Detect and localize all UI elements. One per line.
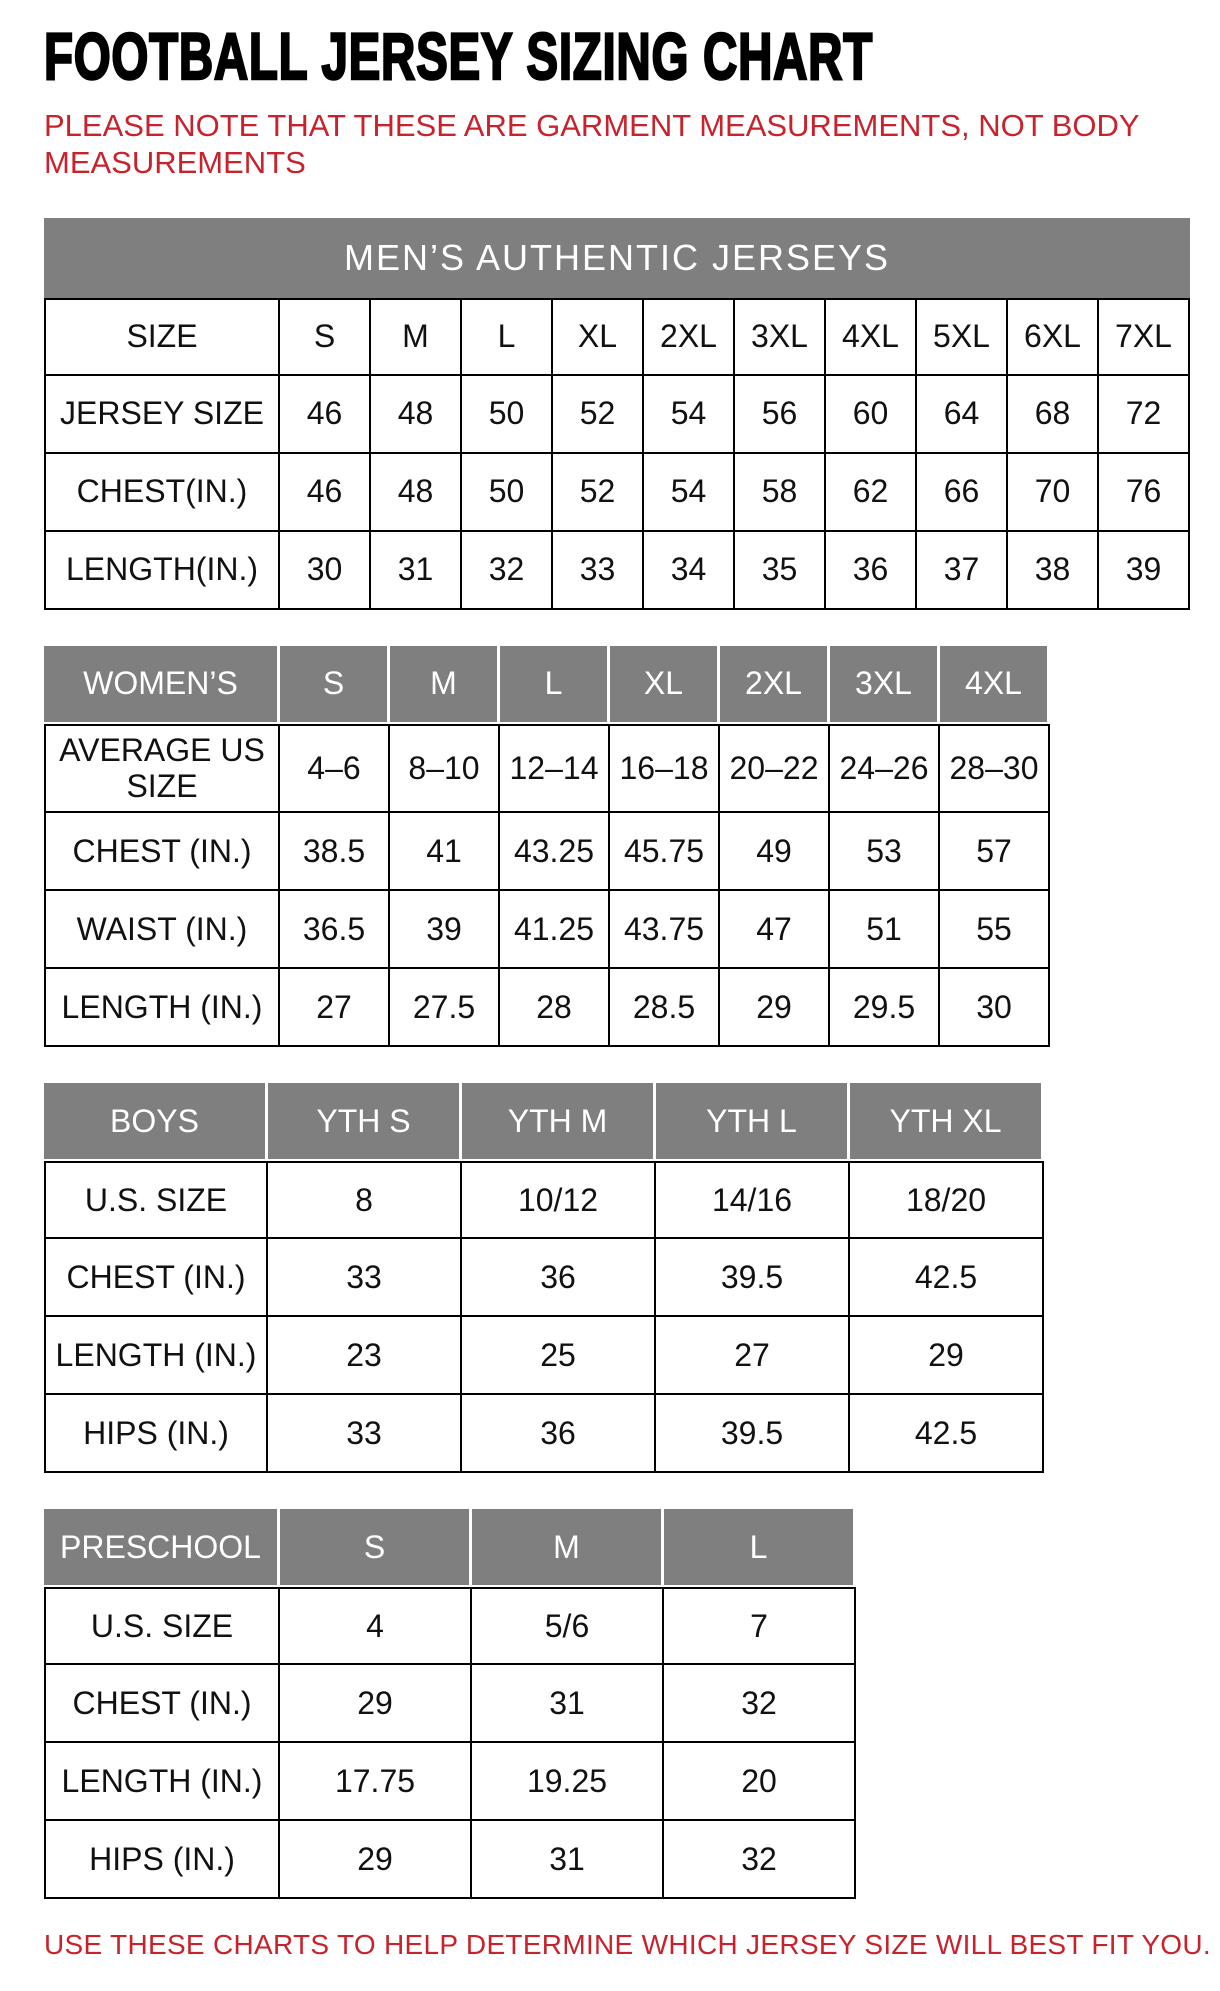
data-cell: 25 [462, 1317, 656, 1395]
data-cell: 53 [830, 813, 940, 891]
data-cell: 32 [462, 532, 553, 610]
row-label: JERSEY SIZE [44, 376, 280, 454]
data-cell: 51 [830, 891, 940, 969]
row-label: LENGTH (IN.) [44, 969, 280, 1047]
data-cell: 33 [268, 1395, 462, 1473]
data-cell: 42.5 [850, 1239, 1044, 1317]
data-cell: 39.5 [656, 1239, 850, 1317]
header-cell: M [390, 646, 500, 724]
data-cell: 54 [644, 454, 735, 532]
row-label: CHEST(IN.) [44, 454, 280, 532]
header-cell: YTH M [462, 1083, 656, 1161]
data-cell: 55 [940, 891, 1050, 969]
data-cell: 33 [268, 1239, 462, 1317]
data-cell: 38 [1008, 532, 1099, 610]
data-cell: 7 [664, 1587, 856, 1665]
data-cell: 28 [500, 969, 610, 1047]
header-cell: YTH XL [850, 1083, 1044, 1161]
data-cell: 29 [720, 969, 830, 1047]
data-cell: 5/6 [472, 1587, 664, 1665]
data-cell: 41 [390, 813, 500, 891]
mens-authentic-jerseys-table [44, 218, 1200, 610]
data-cell: 72 [1099, 376, 1190, 454]
data-cell: 23 [268, 1317, 462, 1395]
row-label: U.S. SIZE [44, 1161, 268, 1239]
data-cell: M [371, 298, 462, 376]
data-cell: 27 [656, 1317, 850, 1395]
row-label: AVERAGE US SIZE [44, 724, 280, 814]
data-cell: 19.25 [472, 1743, 664, 1821]
data-cell: 62 [826, 454, 917, 532]
data-cell: 2XL [644, 298, 735, 376]
data-cell: 4XL [826, 298, 917, 376]
header-cell: 4XL [940, 646, 1050, 724]
data-cell: 29 [850, 1317, 1044, 1395]
header-cell: WOMEN’S [44, 646, 280, 724]
data-cell: 52 [553, 454, 644, 532]
header-cell: XL [610, 646, 720, 724]
row-label: LENGTH(IN.) [44, 532, 280, 610]
data-cell: L [462, 298, 553, 376]
header-cell: S [280, 646, 390, 724]
row-label: LENGTH (IN.) [44, 1743, 280, 1821]
header-cell: YTH L [656, 1083, 850, 1161]
data-cell: 17.75 [280, 1743, 472, 1821]
data-cell: 50 [462, 454, 553, 532]
row-label: CHEST (IN.) [44, 813, 280, 891]
data-cell: 10/12 [462, 1161, 656, 1239]
data-cell: 33 [553, 532, 644, 610]
data-cell: 29 [280, 1665, 472, 1743]
row-label: U.S. SIZE [44, 1587, 280, 1665]
data-cell: 52 [553, 376, 644, 454]
header-cell: S [280, 1509, 472, 1587]
garment-measurement-note: PLEASE NOTE THAT THESE ARE GARMENT MEASUREMENTS, NOT BODY MEASUREMENTS [44, 108, 1140, 181]
data-cell: 12–14 [500, 724, 610, 814]
data-cell: 20 [664, 1743, 856, 1821]
data-cell: 47 [720, 891, 830, 969]
data-cell: 36 [826, 532, 917, 610]
data-cell: 27.5 [390, 969, 500, 1047]
row-label: HIPS (IN.) [44, 1395, 268, 1473]
data-cell: 30 [280, 532, 371, 610]
data-cell: 36.5 [280, 891, 390, 969]
header-cell: BOYS [44, 1083, 268, 1161]
data-cell: 28–30 [940, 724, 1050, 814]
data-cell: 49 [720, 813, 830, 891]
data-cell: 28.5 [610, 969, 720, 1047]
boys-sizing-table [44, 1083, 1200, 1473]
data-cell: 36 [462, 1395, 656, 1473]
data-cell: 5XL [917, 298, 1008, 376]
data-cell: 29 [280, 1821, 472, 1899]
data-cell: 18/20 [850, 1161, 1044, 1239]
data-cell: 7XL [1099, 298, 1190, 376]
data-cell: 31 [472, 1665, 664, 1743]
data-cell: 32 [664, 1821, 856, 1899]
data-cell: 57 [940, 813, 1050, 891]
data-cell: 3XL [735, 298, 826, 376]
data-cell: 20–22 [720, 724, 830, 814]
data-cell: 48 [371, 454, 462, 532]
data-cell: XL [553, 298, 644, 376]
data-cell: 8–10 [390, 724, 500, 814]
data-cell: S [280, 298, 371, 376]
header-cell: L [664, 1509, 856, 1587]
data-cell: 27 [280, 969, 390, 1047]
data-cell: 66 [917, 454, 1008, 532]
womens-sizing-table [44, 646, 1200, 1048]
data-cell: 41.25 [500, 891, 610, 969]
header-cell: L [500, 646, 610, 724]
data-cell: 39.5 [656, 1395, 850, 1473]
data-cell: 35 [735, 532, 826, 610]
fit-advice-footer: USE THESE CHARTS TO HELP DETERMINE WHICH JERSEY SIZE WILL BEST FIT YOU. [44, 1929, 1211, 1961]
data-cell: 38.5 [280, 813, 390, 891]
row-label: CHEST (IN.) [44, 1239, 268, 1317]
data-cell: 50 [462, 376, 553, 454]
data-cell: 34 [644, 532, 735, 610]
row-label: CHEST (IN.) [44, 1665, 280, 1743]
data-cell: 4 [280, 1587, 472, 1665]
row-label: SIZE [44, 298, 280, 376]
header-cell: 2XL [720, 646, 830, 724]
data-cell: 42.5 [850, 1395, 1044, 1473]
data-cell: 31 [371, 532, 462, 610]
data-cell: 70 [1008, 454, 1099, 532]
page-title [44, 19, 1200, 93]
page-title-text: FOOTBALL JERSEY SIZING CHART [44, 19, 873, 93]
data-cell: 54 [644, 376, 735, 454]
data-cell: 16–18 [610, 724, 720, 814]
data-cell: 36 [462, 1239, 656, 1317]
data-cell: 39 [1099, 532, 1190, 610]
table-banner: MEN’S AUTHENTIC JERSEYS [44, 218, 1190, 298]
data-cell: 14/16 [656, 1161, 850, 1239]
data-cell: 43.25 [500, 813, 610, 891]
data-cell: 76 [1099, 454, 1190, 532]
data-cell: 6XL [1008, 298, 1099, 376]
data-cell: 37 [917, 532, 1008, 610]
row-label: HIPS (IN.) [44, 1821, 280, 1899]
data-cell: 8 [268, 1161, 462, 1239]
header-cell: 3XL [830, 646, 940, 724]
header-cell: YTH S [268, 1083, 462, 1161]
data-cell: 31 [472, 1821, 664, 1899]
data-cell: 68 [1008, 376, 1099, 454]
row-label: LENGTH (IN.) [44, 1317, 268, 1395]
header-cell: M [472, 1509, 664, 1587]
data-cell: 46 [280, 376, 371, 454]
data-cell: 48 [371, 376, 462, 454]
preschool-sizing-table [44, 1509, 1200, 1899]
header-cell: PRESCHOOL [44, 1509, 280, 1587]
data-cell: 46 [280, 454, 371, 532]
data-cell: 29.5 [830, 969, 940, 1047]
data-cell: 4–6 [280, 724, 390, 814]
row-label: WAIST (IN.) [44, 891, 280, 969]
data-cell: 24–26 [830, 724, 940, 814]
data-cell: 64 [917, 376, 1008, 454]
data-cell: 45.75 [610, 813, 720, 891]
data-cell: 30 [940, 969, 1050, 1047]
data-cell: 39 [390, 891, 500, 969]
data-cell: 58 [735, 454, 826, 532]
data-cell: 60 [826, 376, 917, 454]
data-cell: 43.75 [610, 891, 720, 969]
data-cell: 56 [735, 376, 826, 454]
data-cell: 32 [664, 1665, 856, 1743]
